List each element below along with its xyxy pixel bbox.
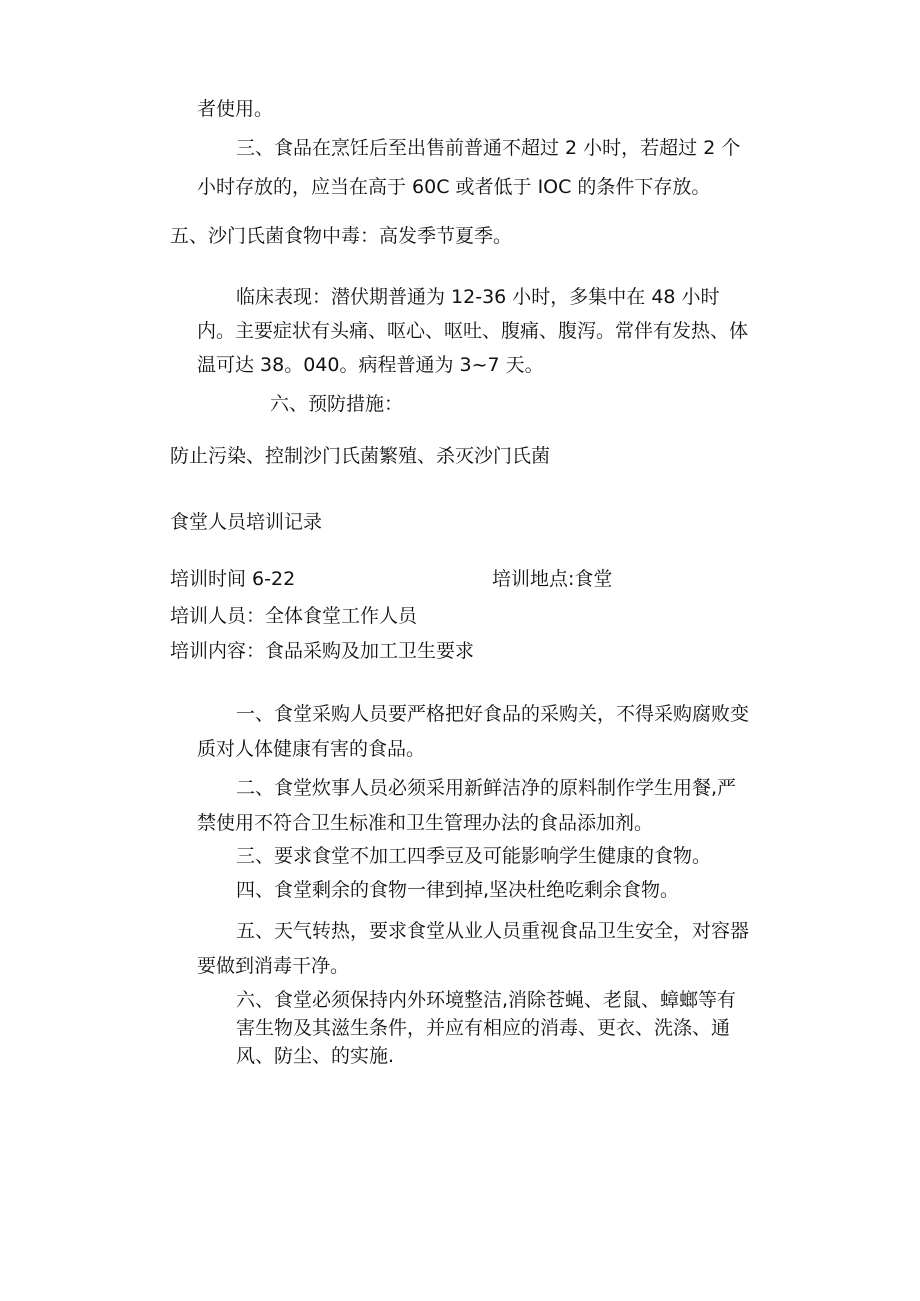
training-staff: 培训人员：全体食堂工作人员 xyxy=(170,605,418,627)
training-content: 培训内容：食品采购及加工卫生要求 xyxy=(170,640,475,662)
section-heading: 六、预防措施： xyxy=(270,393,404,415)
list-item: 四、食堂剩余的食物一律到掉,坚决杜绝吃剩余食物。 xyxy=(236,879,680,901)
paragraph-line: 防止污染、控制沙门氏菌繁殖、杀灭沙门氏菌 xyxy=(170,445,551,467)
list-item: 禁使用不符合卫生标准和卫生管理办法的食品添加剂。 xyxy=(197,812,654,834)
list-item: 五、天气转热，要求食堂从业人员重视食品卫生安全，对容器 xyxy=(236,920,750,942)
paragraph-line: 内。主要症状有头痛、呕心、呕吐、腹痛、腹泻。常伴有发热、体 xyxy=(197,320,749,342)
paragraph-line: 温可达 38。040。病程普通为 3~7 天。 xyxy=(197,354,544,376)
list-item: 三、要求食堂不加工四季豆及可能影响学生健康的食物。 xyxy=(236,845,712,867)
record-title: 食堂人员培训记录 xyxy=(170,511,323,533)
section-heading: 五、沙门氏菌食物中毒：高发季节夏季。 xyxy=(170,225,513,247)
list-item: 一、食堂采购人员要严格把好食品的采购关，不得采购腐败变 xyxy=(236,703,750,725)
paragraph-line: 临床表现：潜伏期普通为 12-36 小时，多集中在 48 小时 xyxy=(236,286,720,308)
paragraph-line: 者使用。 xyxy=(197,98,274,120)
list-item: 二、食堂炊事人员必须采用新鲜洁净的原料制作学生用餐,严 xyxy=(236,777,737,799)
training-place: 培训地点:食堂 xyxy=(492,568,613,590)
paragraph-line: 小时存放的，应当在高于 60C 或者低于 IOC 的条件下存放。 xyxy=(197,176,711,198)
list-item: 风、防尘、的实施. xyxy=(236,1045,395,1067)
training-time: 培训时间 6-22 xyxy=(170,568,296,590)
paragraph-line: 三、食品在烹饪后至出售前普通不超过 2 小时，若超过 2 个 xyxy=(236,137,741,159)
list-item: 六、食堂必须保持内外环境整洁,消除苍蝇、老鼠、蟑螂等有 xyxy=(236,989,737,1011)
list-item: 质对人体健康有害的食品。 xyxy=(197,738,426,760)
list-item: 要做到消毒干净。 xyxy=(197,955,350,977)
list-item: 害生物及其滋生条件，并应有相应的消毒、更衣、洗涤、通 xyxy=(236,1017,731,1039)
